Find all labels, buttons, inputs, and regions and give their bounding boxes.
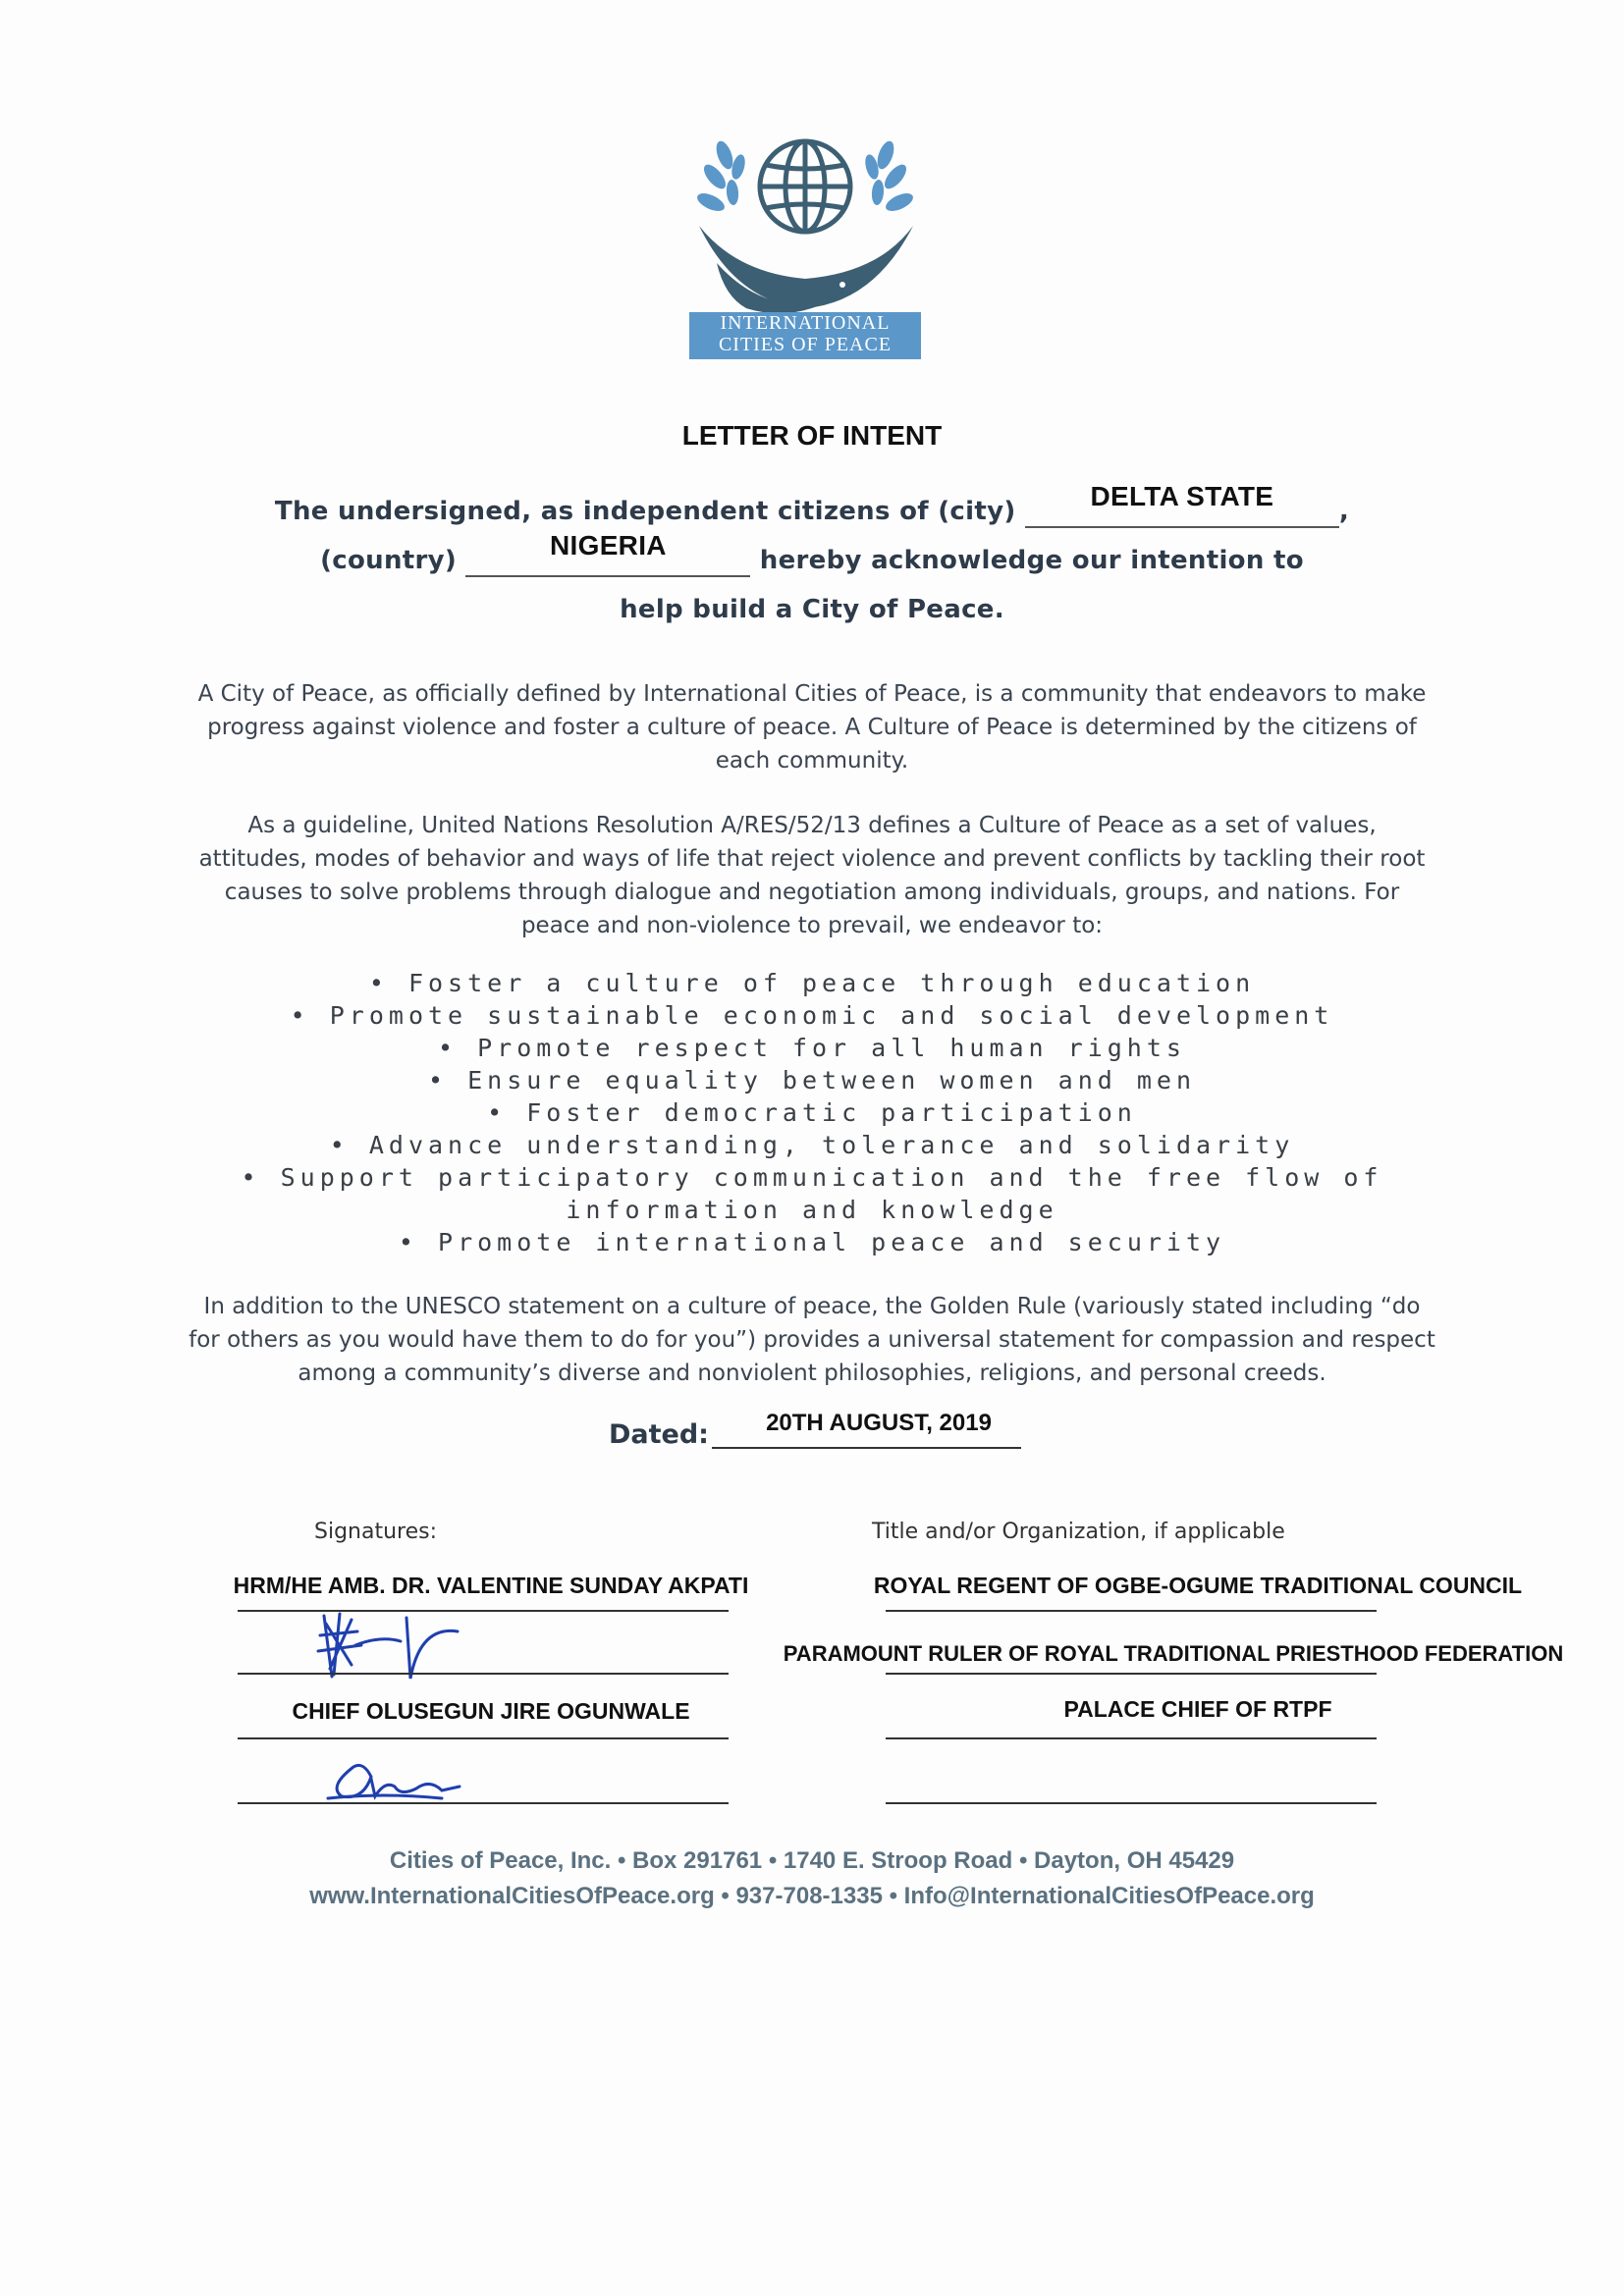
ack-line-3: help build a City of Peace. xyxy=(620,595,1004,624)
signatory-name-2: CHIEF OLUSEGUN JIRE OGUNWALE xyxy=(292,1698,690,1724)
signature-line-2 xyxy=(238,1802,729,1804)
name-line-1 xyxy=(238,1610,729,1612)
list-item: • Support participatory communication and the free flow of xyxy=(241,1163,1383,1192)
footer-address: Cities of Peace, Inc. • Box 291761 • 1740 E. Stroop Road • Dayton, OH 45429 xyxy=(389,1847,1235,1874)
city-field xyxy=(1025,481,1339,528)
list-item: • Foster democratic participation xyxy=(487,1098,1137,1127)
title-line-2 xyxy=(886,1673,1377,1675)
guideline-paragraph: As a guideline, United Nations Resolution A/RES/52/13 defines a Culture of Peace as a set of values, attitudes, modes of behavior and ways of life that reject violence and prevent conflicts by tackling their root causes to solve problems through dialogue and negotiation among individuals, groups, and nations. For peace and non-violence to prevail, we endeavor to: xyxy=(198,813,1426,938)
logo-line-1: INTERNATIONAL xyxy=(720,312,891,334)
signatures-header: Signatures: xyxy=(314,1520,438,1544)
title-org-header: Title and/or Organization, if applicable xyxy=(872,1520,1285,1544)
title-line-4 xyxy=(886,1802,1377,1804)
list-item: • Promote international peace and security xyxy=(398,1228,1226,1256)
list-item: • Promote sustainable economic and social development xyxy=(290,1001,1334,1030)
dated-row xyxy=(609,1410,1021,1453)
list-item: information and knowledge xyxy=(566,1196,1058,1224)
ack-line-1: The undersigned, as independent citizens of (city) DELTA STATE , xyxy=(274,481,1350,526)
footer-contact: www.InternationalCitiesOfPeace.org • 937-708-1335 • Info@InternationalCitiesOfPeace.org xyxy=(309,1883,1315,1909)
title-line-3 xyxy=(886,1737,1377,1739)
signatory-title-1: ROYAL REGENT OF OGBE-OGUME TRADITIONAL COUNCIL xyxy=(873,1573,1523,1598)
golden-rule-paragraph: In addition to the UNESCO statement on a culture of peace, the Golden Rule (variously stated including “do for others as you would have them to do for you”) provides a universal statement for compassion and respect among a community’s diverse and nonviolent philosophies, religions, and personal creeds. xyxy=(189,1294,1435,1386)
signature-line-1 xyxy=(238,1673,729,1675)
signatory-name-1: HRM/HE AMB. DR. VALENTINE SUNDAY AKPATI xyxy=(233,1573,749,1598)
international-cities-of-peace-logo xyxy=(677,116,933,361)
list-item: • Foster a culture of peace through education xyxy=(368,969,1256,997)
signatory-title-2: PALACE CHIEF OF RTPF xyxy=(1063,1696,1332,1722)
ack-prefix: The undersigned, as independent citizens of (city) xyxy=(274,497,1016,526)
list-item: • Advance understanding, tolerance and solidarity xyxy=(329,1131,1295,1159)
city-value: DELTA STATE xyxy=(1090,481,1274,511)
page-title: LETTER OF INTENT xyxy=(681,420,943,451)
country-field xyxy=(465,530,750,577)
logo-line-2: CITIES OF PEACE xyxy=(718,334,893,355)
signature-2-icon xyxy=(324,1757,471,1806)
title-line-1 xyxy=(886,1610,1377,1612)
dated-value: 20TH AUGUST, 2019 xyxy=(766,1410,992,1436)
name-line-2 xyxy=(238,1737,729,1739)
country-label: (country) xyxy=(320,546,458,575)
list-item: • Promote respect for all human rights xyxy=(438,1034,1186,1062)
bullet-list xyxy=(0,967,1624,1258)
ack-suffix: hereby acknowledge our intention to xyxy=(759,546,1304,575)
list-item: • Ensure equality between women and men xyxy=(428,1066,1196,1095)
country-value: NIGERIA xyxy=(550,530,667,561)
dated-line xyxy=(712,1447,1021,1449)
signatory-title-1b: PARAMOUNT RULER OF ROYAL TRADITIONAL PRIESTHOOD FEDERATION xyxy=(783,1641,1564,1666)
definition-paragraph: A City of Peace, as officially defined by International Cities of Peace, is a community that endeavors to make progress against violence and foster a culture of peace. A Culture of Peace is determined by the citizens of each community. xyxy=(197,681,1427,774)
ack-line-2 xyxy=(0,530,1624,577)
dated-label: Dated: xyxy=(609,1419,709,1450)
